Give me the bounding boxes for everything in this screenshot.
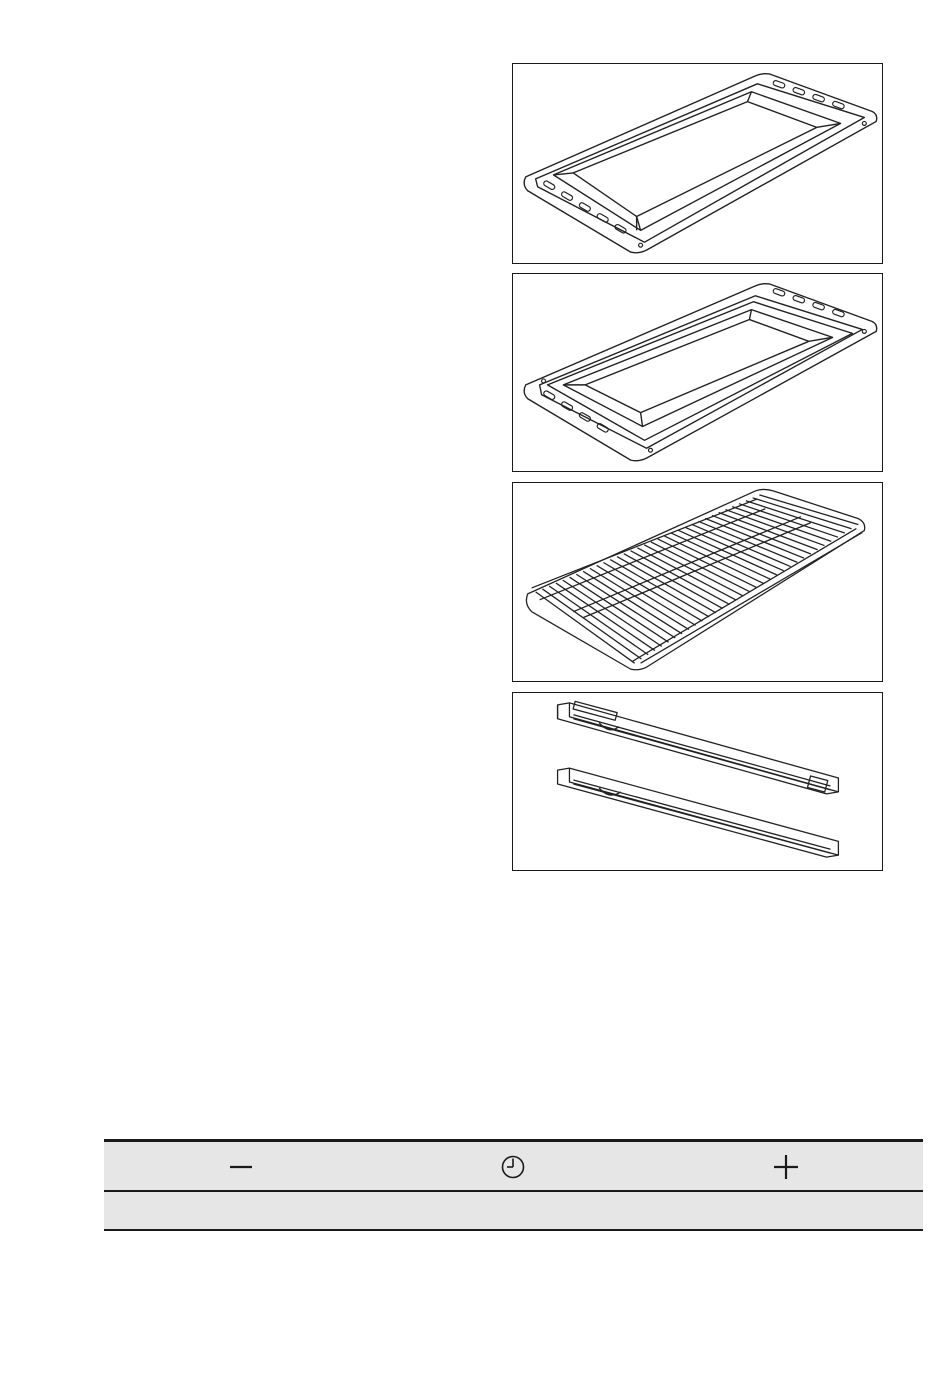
- deep-pan-illustration: [513, 274, 882, 471]
- minus-icon: [226, 1152, 256, 1182]
- shelf-wire: [705, 518, 804, 558]
- plus-icon: [771, 1152, 801, 1182]
- clock-icon: [498, 1152, 528, 1182]
- control-keys-table: [104, 1139, 923, 1231]
- shelf-wire: [692, 524, 791, 566]
- key-icon-row: [104, 1142, 923, 1192]
- deep-pan-figure: [512, 273, 883, 472]
- wire-shelf-illustration: [513, 483, 882, 681]
- shelf-wire: [603, 563, 702, 622]
- shelf-wire: [671, 533, 770, 579]
- plus-key: [771, 1152, 801, 1182]
- key-description-row: [104, 1192, 923, 1229]
- shelf-wire: [685, 527, 784, 571]
- telescopic-runners-illustration: [513, 693, 882, 870]
- shelf-wire: [610, 560, 709, 617]
- clock-key: [498, 1152, 528, 1182]
- shelf-wire: [624, 554, 723, 609]
- shelf-wire: [583, 571, 682, 633]
- minus-key: [226, 1152, 256, 1182]
- shelf-wire: [678, 530, 777, 575]
- baking-tray-illustration: [513, 64, 882, 263]
- shelf-wire: [698, 521, 797, 562]
- shelf-wire: [617, 557, 716, 613]
- baking-tray-figure: [512, 63, 883, 264]
- telescopic-runners-figure: [512, 692, 883, 871]
- wire-shelf-figure: [512, 482, 883, 682]
